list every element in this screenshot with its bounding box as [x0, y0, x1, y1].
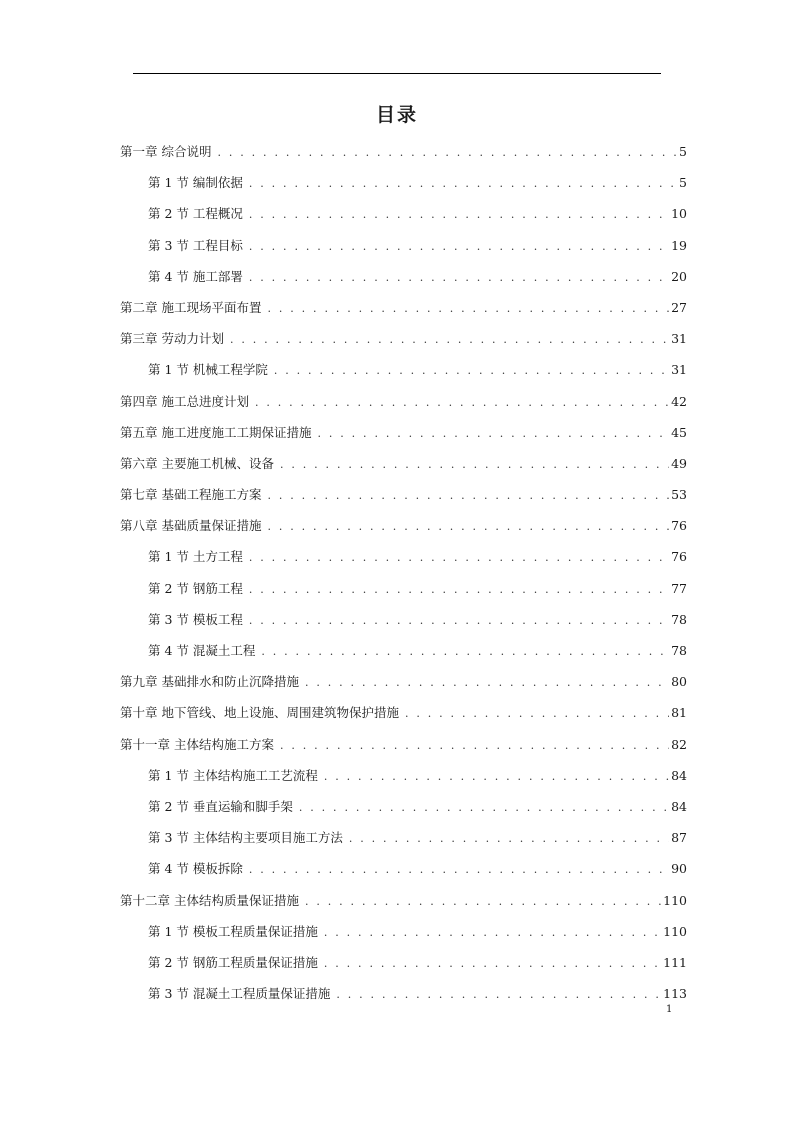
toc-chapter-entry[interactable] — [120, 484, 687, 515]
toc-entry-page: 49 — [671, 455, 687, 471]
toc-entry-label: 第十一章 主体结构施工方案 — [120, 736, 274, 752]
toc-entry-label: 第 1 节 主体结构施工工艺流程 — [148, 767, 318, 783]
toc-section-entry[interactable] — [120, 640, 687, 671]
toc-dot-leader — [249, 204, 669, 226]
toc-dot-leader — [274, 360, 669, 382]
toc-entry-page: 5 — [679, 144, 687, 159]
toc-dot-leader — [249, 579, 669, 601]
toc-entry-page: 10 — [671, 206, 687, 222]
toc-entry-label: 第 2 节 钢筋工程 — [148, 580, 243, 596]
toc-chapter-entry[interactable] — [120, 328, 687, 359]
toc-section-entry[interactable] — [120, 765, 687, 796]
toc-section-entry[interactable] — [120, 952, 687, 983]
toc-entry-page: 113 — [663, 986, 687, 1002]
toc-dot-leader — [249, 236, 669, 258]
toc-entry-label: 第 4 节 模板拆除 — [148, 861, 243, 877]
toc-chapter-entry[interactable] — [120, 297, 687, 328]
toc-entry-page: 110 — [663, 923, 687, 939]
toc-entry-page: 82 — [671, 736, 687, 752]
toc-entry-label: 第 4 节 施工部署 — [148, 268, 243, 284]
toc-dot-leader — [249, 859, 669, 881]
toc-entry-label: 第三章 劳动力计划 — [120, 331, 224, 347]
toc-entry-label: 第 3 节 工程目标 — [148, 237, 243, 253]
toc-entry-page: 20 — [671, 268, 687, 284]
toc-entry-label: 第 3 节 主体结构主要项目施工方法 — [148, 830, 343, 846]
toc-entry-label: 第 1 节 机械工程学院 — [148, 362, 268, 378]
toc-chapter-entry[interactable] — [120, 453, 687, 484]
toc-dot-leader — [280, 735, 669, 757]
toc-entry-label: 第 1 节 土方工程 — [148, 549, 243, 565]
toc-dot-leader — [255, 392, 669, 414]
toc-section-entry[interactable] — [120, 172, 687, 203]
table-of-contents — [120, 141, 687, 1014]
toc-entry-page: 53 — [671, 487, 687, 503]
toc-entry-label: 第十二章 主体结构质量保证措施 — [120, 892, 299, 908]
toc-entry-label: 第十章 地下管线、地上设施、周围建筑物保护措施 — [120, 705, 399, 721]
toc-entry-page: 90 — [671, 861, 687, 877]
header-rule — [133, 73, 661, 74]
toc-dot-leader — [249, 547, 669, 569]
toc-entry-label: 第七章 基础工程施工方案 — [120, 487, 262, 503]
toc-entry-label: 第九章 基础排水和防止沉降措施 — [120, 674, 299, 690]
toc-entry-page: 5 — [679, 175, 687, 191]
toc-dot-leader — [305, 891, 661, 913]
toc-entry-label: 第二章 施工现场平面布置 — [120, 299, 262, 315]
toc-entry-page: 76 — [671, 518, 687, 534]
toc-chapter-entry[interactable] — [120, 141, 687, 172]
toc-dot-leader — [249, 267, 669, 289]
toc-dot-leader — [324, 922, 661, 944]
toc-section-entry[interactable] — [120, 609, 687, 640]
toc-section-entry[interactable] — [120, 983, 687, 1014]
toc-dot-leader — [336, 984, 661, 1006]
toc-entry-page: 42 — [671, 393, 687, 409]
toc-entry-page: 78 — [671, 643, 687, 658]
toc-section-entry[interactable] — [120, 858, 687, 889]
toc-entry-page: 111 — [663, 954, 687, 970]
toc-entry-label: 第 3 节 混凝土工程质量保证措施 — [148, 986, 331, 1002]
toc-chapter-entry[interactable] — [120, 890, 687, 921]
toc-dot-leader — [267, 516, 669, 538]
toc-entry-label: 第 4 节 混凝土工程 — [148, 643, 256, 658]
toc-dot-leader — [249, 173, 677, 195]
toc-entry-page: 110 — [663, 892, 687, 908]
toc-dot-leader — [261, 641, 669, 663]
page-title: 目录 — [375, 104, 418, 126]
toc-entry-label: 第 2 节 工程概况 — [148, 206, 243, 222]
toc-dot-leader — [249, 610, 669, 632]
toc-entry-label: 第六章 主要施工机械、设备 — [120, 455, 274, 471]
toc-entry-page: 76 — [671, 549, 687, 565]
toc-chapter-entry[interactable] — [120, 391, 687, 422]
toc-chapter-entry[interactable] — [120, 422, 687, 453]
toc-chapter-entry[interactable] — [120, 702, 687, 733]
toc-section-entry[interactable] — [120, 203, 687, 234]
toc-entry-page: 77 — [671, 580, 687, 596]
toc-entry-page: 78 — [671, 611, 687, 627]
toc-dot-leader — [230, 329, 669, 351]
toc-section-entry[interactable] — [120, 827, 687, 858]
toc-entry-label: 第 1 节 模板工程质量保证措施 — [148, 923, 318, 939]
toc-section-entry[interactable] — [120, 796, 687, 827]
toc-section-entry[interactable] — [120, 546, 687, 577]
toc-dot-leader — [324, 953, 661, 975]
toc-dot-leader — [280, 454, 669, 476]
page-number: 1 — [666, 1004, 673, 1015]
toc-entry-page: 45 — [671, 424, 687, 440]
toc-chapter-entry[interactable] — [120, 734, 687, 765]
toc-entry-page: 84 — [671, 798, 687, 814]
toc-entry-page: 87 — [671, 830, 687, 846]
toc-section-entry[interactable] — [120, 266, 687, 297]
toc-entry-label: 第 2 节 钢筋工程质量保证措施 — [148, 954, 318, 970]
toc-section-entry[interactable] — [120, 921, 687, 952]
toc-entry-label: 第八章 基础质量保证措施 — [120, 518, 262, 534]
toc-entry-page: 19 — [671, 237, 687, 253]
toc-dot-leader — [317, 423, 669, 445]
toc-chapter-entry[interactable] — [120, 671, 687, 702]
toc-entry-label: 第一章 综合说明 — [120, 144, 212, 159]
toc-section-entry[interactable] — [120, 359, 687, 390]
toc-entry-label: 第 3 节 模板工程 — [148, 611, 243, 627]
toc-entry-page: 31 — [671, 331, 687, 347]
toc-dot-leader — [217, 142, 677, 164]
toc-entry-label: 第四章 施工总进度计划 — [120, 393, 249, 409]
toc-dot-leader — [405, 703, 669, 725]
toc-entry-page: 27 — [671, 299, 687, 315]
toc-entry-page: 80 — [671, 674, 687, 690]
toc-dot-leader — [267, 298, 669, 320]
toc-dot-leader — [299, 797, 669, 819]
toc-entry-page: 31 — [671, 362, 687, 378]
toc-entry-label: 第 2 节 垂直运输和脚手架 — [148, 798, 293, 814]
toc-entry-label: 第五章 施工进度施工工期保证措施 — [120, 424, 312, 440]
toc-section-entry[interactable] — [120, 235, 687, 266]
toc-section-entry[interactable] — [120, 578, 687, 609]
toc-entry-page: 81 — [671, 705, 687, 721]
toc-dot-leader — [324, 766, 669, 788]
toc-chapter-entry[interactable] — [120, 515, 687, 546]
toc-dot-leader — [305, 672, 669, 694]
toc-entry-page: 84 — [671, 767, 687, 783]
toc-dot-leader — [267, 485, 669, 507]
toc-entry-label: 第 1 节 编制依据 — [148, 175, 243, 191]
toc-dot-leader — [349, 828, 669, 850]
